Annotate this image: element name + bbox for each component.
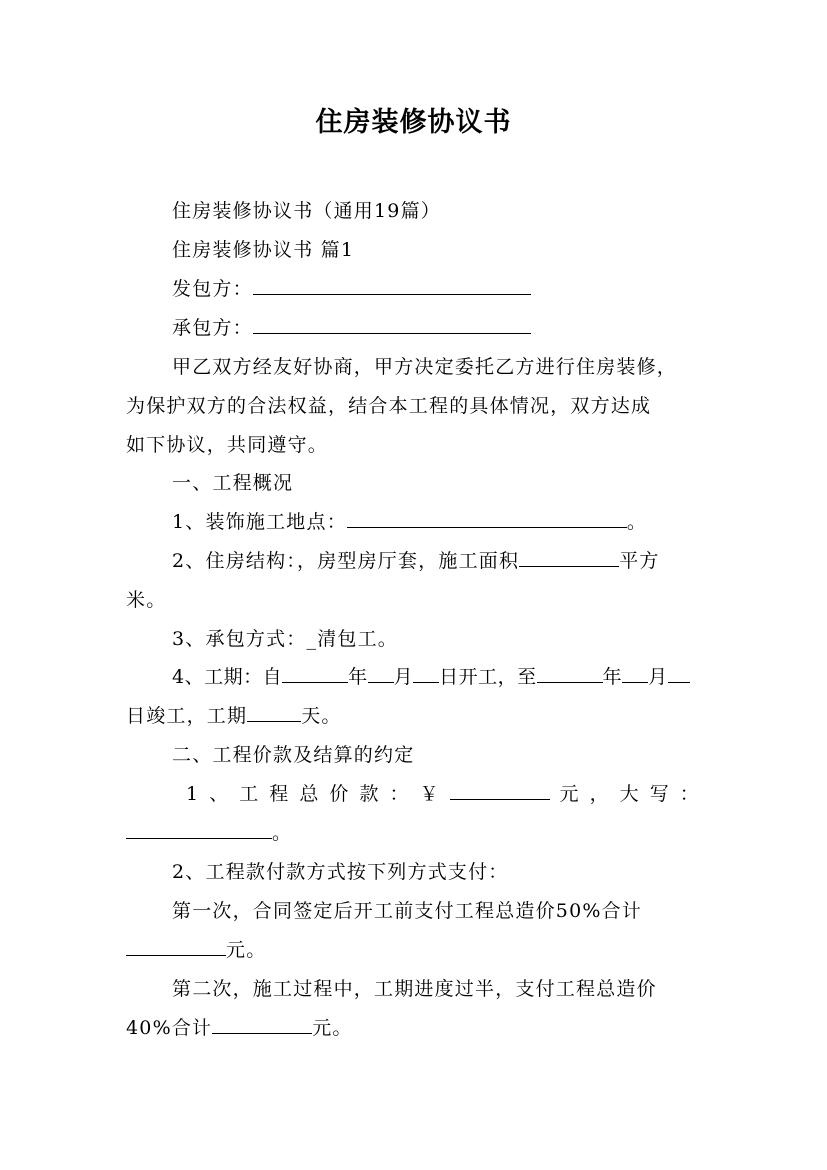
party-a-blank	[253, 276, 531, 295]
item2-2-line: 2、工程款付款方式按下列方式支付：	[172, 861, 509, 883]
item1-1-blank	[347, 509, 627, 528]
total-price-label: 1、工程总价款：￥	[186, 783, 450, 805]
payment1-cont	[126, 937, 702, 963]
section-heading: 住房装修协议书 篇1	[172, 239, 355, 261]
item1-2-text: 2、住房结构：，房型房厅套，施工面积	[172, 550, 520, 572]
item1-3-line: 3、承包方式：_清包工。	[172, 628, 398, 650]
capital-amount-end: 。	[272, 822, 293, 844]
item1-2-line	[172, 548, 702, 574]
item1-1-end: 。	[626, 511, 648, 533]
part2-heading: 二、工程价款及结算的约定	[172, 744, 415, 766]
capital-amount-blank	[126, 820, 272, 839]
start-year-label: 年	[348, 666, 368, 688]
end-year-blank	[537, 664, 603, 683]
end-month-label: 月	[648, 666, 668, 688]
total-price-blank	[450, 781, 550, 800]
party-a-label: 发包方：	[172, 278, 253, 300]
item1-4-cont	[126, 703, 702, 729]
party-b-label: 承包方：	[172, 317, 253, 339]
item1-2-cont: 米。	[126, 589, 167, 611]
end-year-label: 年	[602, 666, 623, 688]
payment1-blank	[126, 937, 226, 956]
payment1-line: 第一次，合同签定后开工前支付工程总造价50%合计	[172, 900, 643, 922]
item1-1-line	[172, 509, 702, 535]
part1-heading: 一、工程概况	[172, 472, 294, 494]
item2-1-line	[186, 781, 700, 807]
item1-4-line	[172, 664, 702, 690]
capital-amount-label: 元，大写：	[549, 783, 700, 805]
item2-1-cont	[126, 820, 702, 846]
payment2-unit: 元。	[312, 1017, 353, 1039]
party-a-line	[172, 276, 702, 302]
start-day-label: 日开工，至	[439, 666, 537, 688]
payment2-cont	[126, 1015, 702, 1041]
intro-line-1: 甲乙双方经友好协商，甲方决定委托乙方进行住房装修，	[172, 356, 678, 378]
intro-line-3: 如下协议，共同遵守。	[126, 434, 329, 456]
payment2-blank	[212, 1015, 312, 1034]
item1-1-label: 1、装饰施工地点：	[172, 511, 347, 533]
end-month-blank	[622, 664, 648, 683]
document-title: 住房装修协议书	[315, 107, 512, 138]
party-b-blank	[253, 315, 531, 334]
start-month-blank	[368, 664, 394, 683]
item1-2-blank	[519, 548, 619, 567]
start-year-blank	[282, 664, 348, 683]
duration-label: 日竣工，工期	[126, 705, 248, 727]
item1-2-unit: 平方	[619, 550, 660, 572]
end-day-blank	[668, 664, 690, 683]
duration-unit: 天。	[301, 705, 342, 727]
start-month-label: 月	[393, 666, 414, 688]
start-day-blank	[413, 664, 439, 683]
item1-4-start: 4、工期：自	[172, 666, 283, 688]
subtitle: 住房装修协议书（通用19篇）	[172, 200, 441, 222]
payment2-line: 第二次，施工过程中，工期进度过半，支付工程总造价	[172, 978, 657, 1000]
duration-blank	[247, 703, 301, 722]
intro-line-2: 为保护双方的合法权益，结合本工程的具体情况，双方达成	[126, 395, 652, 417]
party-b-line	[172, 315, 702, 341]
payment2-label: 40%合计	[126, 1017, 213, 1039]
payment1-unit: 元。	[226, 939, 267, 961]
